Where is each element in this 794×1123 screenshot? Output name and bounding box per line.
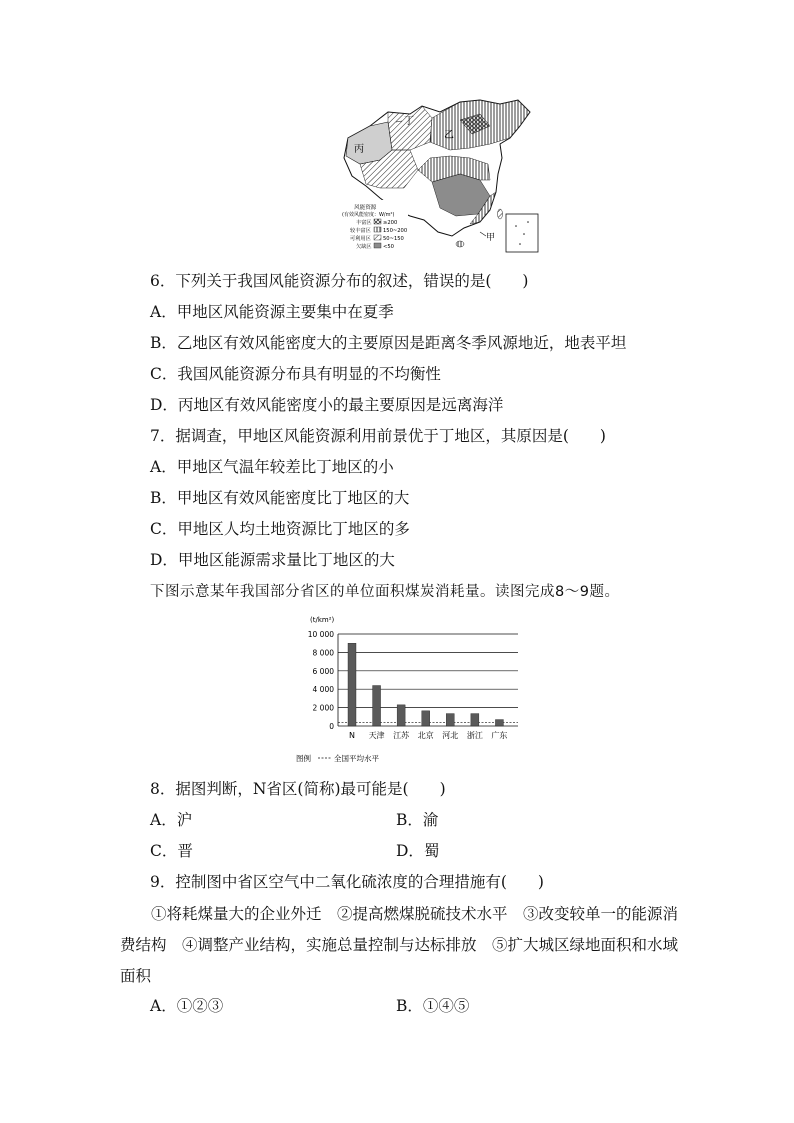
legend-subtitle: (有效风能密度：W/m²): [342, 212, 395, 218]
x-tick-label: 河北: [442, 731, 459, 740]
bar: [348, 643, 356, 726]
q7-option-c[interactable]: C．甲地区人均土地资源比丁地区的多: [150, 520, 410, 538]
q6-option-d[interactable]: D．丙地区有效风能密度小的最主要原因是远离海洋: [150, 396, 504, 414]
label-ding: 丁: [404, 116, 414, 127]
legend-item-name: 可利用区: [350, 236, 371, 242]
label-jia: 甲: [486, 233, 496, 243]
map-legend: [342, 200, 408, 258]
q6-option-c[interactable]: C．我国风能资源分布具有明显的不均衡性: [150, 365, 441, 383]
legend-item-name: 欠缺区: [356, 244, 372, 250]
china-wind-resource-map: [340, 98, 546, 260]
q8-option-d[interactable]: D．蜀: [396, 842, 440, 860]
y-tick-label: 10 000: [307, 630, 334, 639]
label-bing: 丙: [354, 144, 364, 155]
q8-stem: 8．据图判断，N省区(简称)最可能是( ): [150, 780, 446, 798]
y-tick-label: 8 000: [312, 648, 334, 658]
q7-stem: 7．据调查，甲地区风能资源利用前景优于丁地区，其原因是( ): [150, 427, 606, 445]
legend-item-range: 150~200: [383, 228, 408, 234]
q7-option-d[interactable]: D．甲地区能源需求量比丁地区的大: [150, 551, 395, 569]
q6-stem: 6．下列关于我国风能资源分布的叙述，错误的是( ): [150, 272, 529, 290]
legend-item-range: 50~150: [383, 236, 404, 242]
label-yi: 乙: [444, 130, 454, 141]
bar: [422, 711, 430, 726]
q9-stem: 9．控制图中省区空气中二氧化硫浓度的合理措施有( ): [150, 873, 544, 891]
y-tick-label: 2 000: [312, 703, 334, 713]
bar: [495, 720, 503, 726]
chart-intro: 下图示意某年我国部分省区的单位面积煤炭消耗量。读图完成8～9题。: [150, 584, 620, 600]
legend-reference-label: 全国平均水平: [334, 754, 379, 763]
y-axis-unit: (t/km²): [310, 616, 335, 624]
x-tick-label: 天津: [368, 731, 385, 740]
x-tick-label: 北京: [417, 731, 434, 740]
x-tick-label: N: [349, 731, 355, 740]
legend-item-name: 较丰富区: [350, 228, 371, 234]
q9-option-a[interactable]: A．①②③: [150, 997, 224, 1015]
coal-consumption-chart: [296, 612, 526, 767]
q9-body: ①将耗煤量大的企业外迁 ②提高燃煤脱硫技术水平 ③改变较单一的能源消费结构 ④调整产业结构，实施总量控制与达标排放 ⑤扩大城区绿地面积和水域面积: [120, 905, 679, 985]
q7-option-b[interactable]: B．甲地区有效风能密度比丁地区的大: [150, 489, 410, 507]
x-tick-label: 广东: [491, 731, 508, 740]
x-tick-label: 浙江: [466, 731, 483, 740]
legend-item-range: <50: [383, 244, 394, 250]
legend-item-name: 丰富区: [356, 220, 372, 226]
q7-option-a[interactable]: A．甲地区气温年较差比丁地区的小: [150, 458, 394, 476]
x-tick-label: 江苏: [393, 731, 410, 740]
q6-option-b[interactable]: B．乙地区有效风能密度大的主要原因是距离冬季风源地近，地表平坦: [150, 334, 627, 352]
q8-option-c[interactable]: C．晋: [150, 842, 193, 860]
legend-item-range: ≥200: [383, 220, 398, 226]
y-tick-label: 4 000: [312, 685, 334, 695]
q8-option-b[interactable]: B．渝: [396, 811, 439, 829]
y-tick-label: 0: [329, 722, 334, 731]
q8-option-a[interactable]: A．沪: [150, 811, 193, 829]
q6-option-a[interactable]: A．甲地区风能资源主要集中在夏季: [150, 303, 394, 321]
bar: [471, 714, 479, 726]
south-sea-inset: [506, 214, 538, 252]
q9-option-b[interactable]: B．①④⑤: [396, 997, 470, 1015]
y-tick-label: 6 000: [312, 666, 334, 676]
bar: [446, 714, 454, 726]
bar: [397, 705, 405, 726]
legend-title: 风能资源: [354, 205, 377, 211]
bar: [373, 686, 381, 726]
legend-label: 图例: [296, 754, 311, 763]
